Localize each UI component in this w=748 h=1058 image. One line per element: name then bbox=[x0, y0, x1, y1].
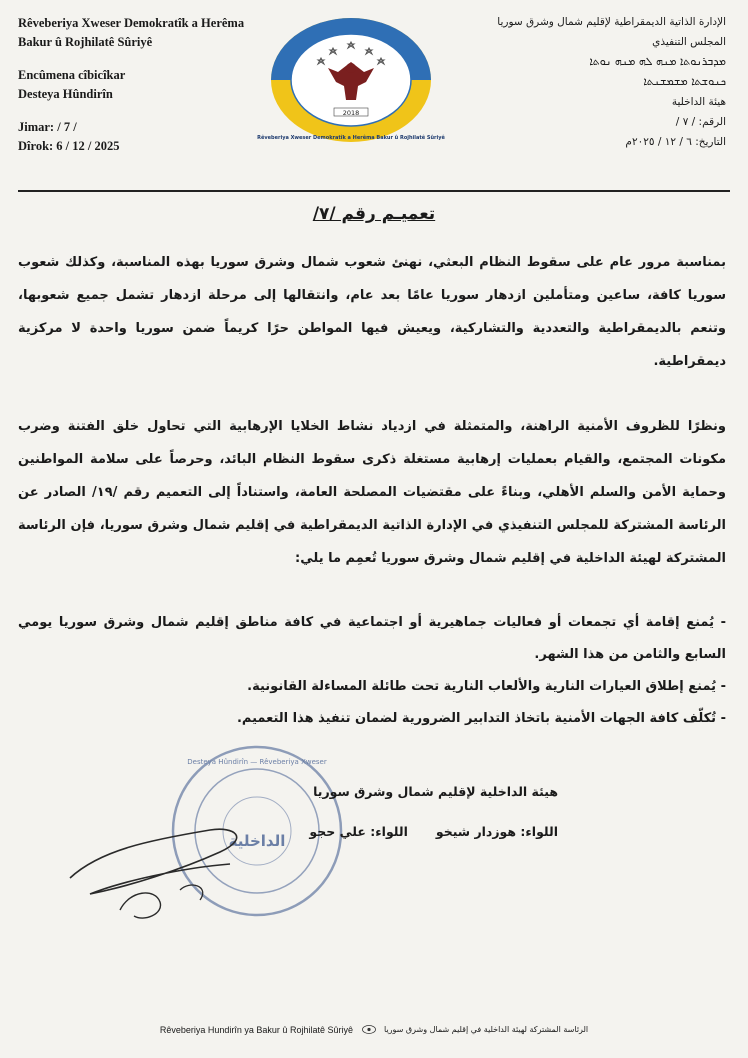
reference-number-arabic: الرقم: / ٧ / bbox=[675, 116, 726, 128]
footer-emblem-icon bbox=[362, 1025, 376, 1034]
stamp-ring-text: Desteya Hûndirîn — Rêveberiya Xweser bbox=[187, 758, 327, 766]
signatory-name: اللواء: علي حجو bbox=[309, 824, 408, 839]
signatory-organization: هيئة الداخلية لإقليم شمال وشرق سوريا bbox=[313, 784, 558, 799]
circular-title: تعميـم رقم /٧/ bbox=[312, 204, 436, 224]
circular-body bbox=[18, 246, 726, 735]
header-divider bbox=[18, 190, 730, 192]
org-name-kurdish-2: Bakur û Rojhilatê Sûriyê bbox=[18, 35, 153, 49]
header-left bbox=[18, 14, 268, 156]
org-name-syriac: ܡܕܒܪܢܘܬܐ ܡܢܗ ܠܗ ܡܢܗ ܢܘܬܐ bbox=[589, 55, 726, 68]
directive-item: - يُمنع إقامة أي تجمعات أو فعاليات جماهيرية أو اجتماعية في كافة مناطق إقليم شمال وشرق سوريا يومي السابع والثامن من هذا الشهر. bbox=[18, 615, 726, 662]
department-name-arabic: هيئة الداخلية bbox=[671, 96, 726, 108]
handwritten-signature bbox=[60, 790, 260, 930]
org-name-arabic: الإدارة الذاتية الديمقراطية لإقليم شمال وشرق سوريا bbox=[497, 16, 726, 28]
logo-year: 2018 bbox=[342, 109, 360, 117]
reference-number: Jimar: / 7 / bbox=[18, 120, 77, 134]
paragraph-security: ونظرًا للظروف الأمنية الراهنة، والمتمثلة في ازدياد نشاط الخلايا الإرهابية التي تحاول خلق الفتنة وضرب مكونات المجتمع، والقيام بعمليات إرهابية مستغلة ذكرى سقوط النظام البائد، وحرصاً على سلامة المواطنين وحماية الأمن والسلم الأهلي، وبناءً على مقتضيات المصلحة العامة، واستناداً إلى التعميم رقم /١٩/ الصادر عن الرئاسة المشتركة للمجلس التنفيذي في الإدارة الذاتية الديمقراطية في إقليم شمال وشرق سوريا، فإن الرئاسة المشتركة لهيئة الداخلية في إقليم شمال وشرق سوريا تُعمِم ما يلي: bbox=[18, 419, 726, 566]
council-name-kurdish: Encûmena cîbicîkar bbox=[18, 68, 126, 82]
page-footer bbox=[0, 1024, 748, 1035]
directive-item: - يُمنع إطلاق العيارات النارية والألعاب النارية تحت طائلة المساءلة القانونية. bbox=[247, 679, 726, 694]
council-name-syriac: ܟܢܘܫܬܐ ܡܫܡܫܢܬܐ bbox=[643, 75, 726, 88]
directive-list bbox=[18, 607, 726, 735]
org-name-kurdish-1: Rêveberiya Xweser Demokratîk a Herêma bbox=[18, 16, 245, 30]
signatory-name: اللواء: هوزدار شيخو bbox=[435, 824, 558, 839]
directive-item: - تُكلّف كافة الجهات الأمنية باتخاذ التدابير الضرورية لضمان تنفيذ هذا التعميم. bbox=[236, 711, 726, 726]
footer-arabic: الرئاسة المشتركة لهيئة الداخلية في إقليم شمال وشرق سوريا bbox=[384, 1025, 589, 1035]
document-date-arabic: التاريخ: ٦ / ١٢ / ٢٠٢٥م bbox=[625, 136, 726, 148]
stamp-center-text: الداخلية bbox=[228, 832, 286, 850]
administration-logo bbox=[257, 16, 445, 144]
council-name-arabic: المجلس التنفيذي bbox=[652, 36, 726, 48]
header-right bbox=[466, 12, 726, 152]
footer-latin: Rêveberiya Hundirîn ya Bakur û Rojhilatê Sûriyê bbox=[159, 1024, 353, 1035]
paragraph-greeting: بمناسبة مرور عام على سقوط النظام البعثي، نهنئ شعوب شمال وشرق سوريا بهذه المناسبة، وكذلك شعوب سوريا كافة، ساعين ومتأملين ازدهار سوريا عامًا بعد عام، وانتقالها إلى مرحلة ازدهار تشمل جميع شعوبها، وتنعم بالديمقراطية والتعددية والتشاركية، ويعيش فيها المواطن حرًا كريماً ضمن سوريا واحدة لا مركزية ديمقراطية. bbox=[18, 255, 726, 369]
department-name-kurdish: Desteya Hûndirîn bbox=[18, 87, 113, 101]
document-date: Dîrok: 6 / 12 / 2025 bbox=[18, 139, 120, 153]
signatory-names bbox=[309, 812, 558, 852]
logo-ring-text: Rêveberiya Xweser Demokratîk a Herêma Bakur û Rojhilatê Sûriyê bbox=[257, 135, 445, 141]
signature-block bbox=[309, 772, 558, 852]
